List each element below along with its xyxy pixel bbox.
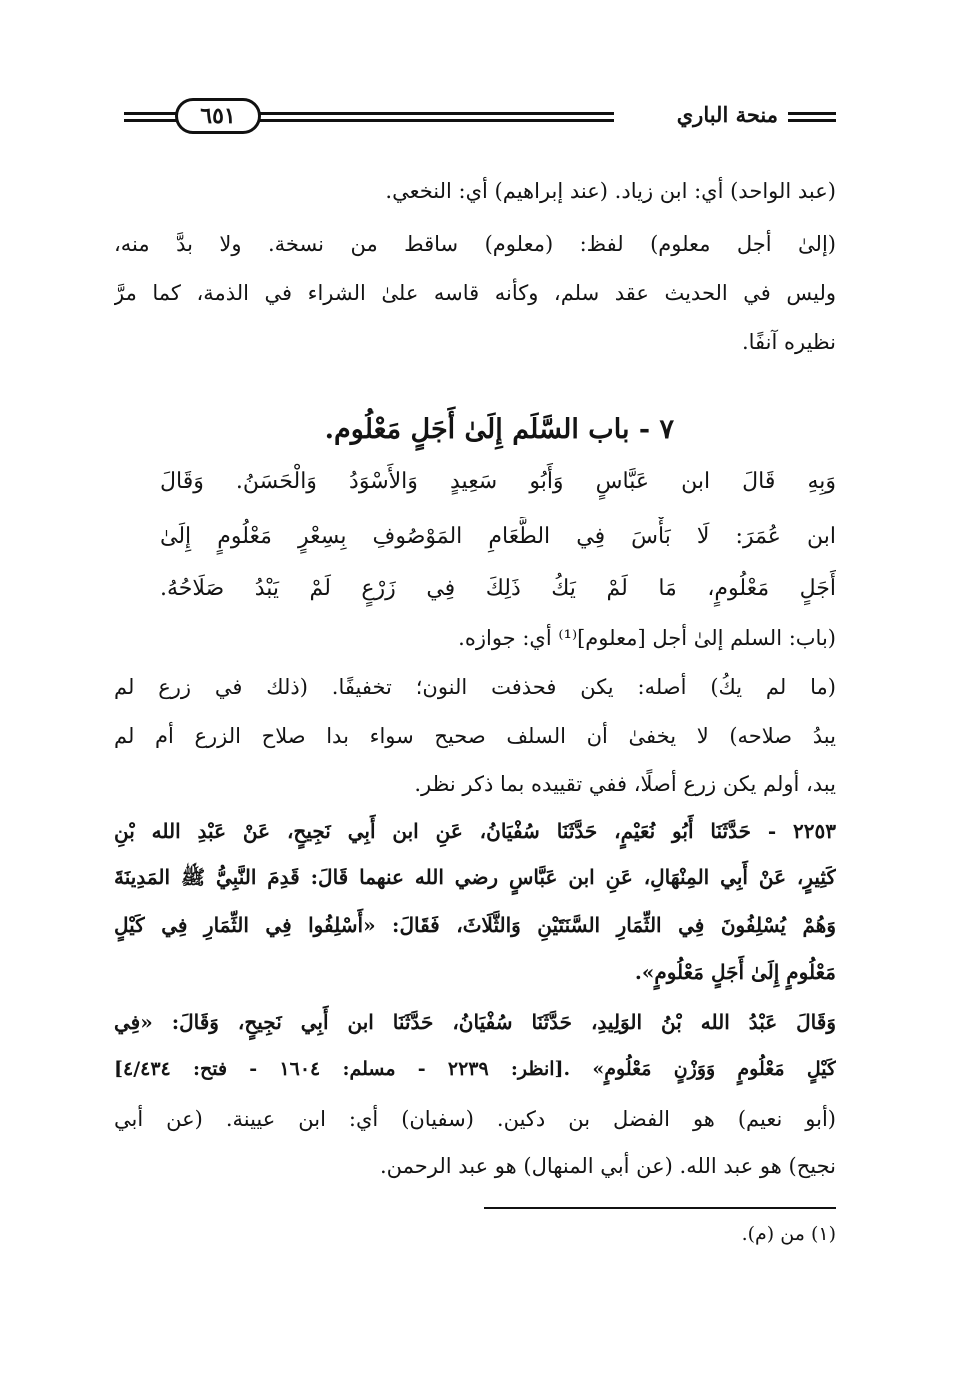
header-rule-left bbox=[124, 112, 178, 115]
header-rule-right bbox=[788, 112, 836, 115]
chapter-text-line: ابن عُمَرَ: لَا بَأْسَ فِي الطَّعَامِ المَوْصُوفِ بِسِعْرٍ مَعْلُومٍ إِلَىٰ bbox=[160, 524, 836, 549]
hadith-line: ٢٢٥٣ - حَدَّثَنَا أَبُو نُعَيْمٍ، حَدَّثَنَا سُفْيَانُ، عَنِ ابن أَبِي نَجِيحٍ، عَنْ عَبْدِ الله بْنِ bbox=[114, 819, 836, 843]
footnote: (١) من (م). bbox=[741, 1223, 836, 1245]
hadith-line: مَعْلُومٍ إِلَىٰ أَجَلٍ مَعْلُومٍ». bbox=[634, 960, 836, 984]
chapter-title: ٧ - باب السَّلَم إِلَىٰ أَجَلٍ مَعْلُوم. bbox=[324, 414, 674, 445]
header-rule-middle bbox=[258, 112, 614, 115]
body-line: نظيره آنفًا. bbox=[741, 330, 836, 354]
chapter-text-line: وَبِهِ قَالَ ابن عَبَّاسٍ وَأَبُو سَعِيدٍ وَالأَسْوَدُ وَالْحَسَنُ. وَقَالَ bbox=[160, 469, 836, 494]
hadith-line: كَثِيرٍ، عَنْ أَبِي المِنْهَالِ، عَنِ ابن عَبَّاسٍ رضي الله عنهما قَالَ: قَدِمَ النَّبِيُّ ﷺ المَدِينَةَ bbox=[114, 865, 836, 889]
header-rule-left-lower bbox=[124, 119, 178, 122]
body-line: وليس في الحديث عقد سلم، وكأنه قاسه علىٰ الشراء في الذمة، كما مرَّ bbox=[114, 281, 836, 305]
running-title: منحة الباري bbox=[676, 102, 778, 127]
commentary-line: يبد، أولم يكن زرع أصلًا، ففي تقييده بما ذكر نظر. bbox=[414, 772, 836, 796]
hadith-line: وَهُمْ يُسْلِفُونَ فِي الثِّمَارِ السَّنَتَيْنِ وَالثَّلَاثَ، فَقَالَ: «أَسْلِفُوا فِي الثِّمَارِ فِي كَيْلٍ bbox=[114, 913, 836, 937]
footnote-rule bbox=[484, 1207, 836, 1209]
commentary-line: (ما لم يكُ) أصله: يكن فحذفت النون؛ تخفيفًا. (ذلك في زرع لم bbox=[114, 675, 836, 699]
body-line: (عبد الواحد) أي: ابن زياد. (عند إبراهيم) أي: النخعي. bbox=[385, 179, 836, 203]
header-rule-right-lower bbox=[788, 119, 836, 122]
commentary-line: نجيح) هو عبد الله. (عن أبي المنهال) هو عبد الرحمن. bbox=[379, 1154, 836, 1178]
chapter-text-line: أَجَلٍ مَعْلُومٍ، مَا لَمْ يَكُ ذَلِكَ فِي زَرْعٍ لَمْ يَبْدُ صَلَاحُهُ. bbox=[160, 576, 836, 601]
commentary-line: يبدُ صلاحه) لا يخفىٰ أن السلف صحيح سواء بدا صلاح الزرع أم لم bbox=[114, 724, 836, 748]
commentary-line: (باب: السلم إلىٰ أجل [معلوم]⁽¹⁾ أي: جوازه. bbox=[458, 626, 836, 650]
hadith-reference-line: كَيْلٍ مَعْلُومٍ وَوَزْنٍ مَعْلُومٍ» .[انظر: ٢٢٣٩ - مسلم: ١٦٠٤ - فتح: ٤/٤٣٤] bbox=[114, 1058, 836, 1080]
body-line: (إلىٰ أجل معلوم) لفظ: (معلوم) ساقط من نسخة. ولا بدَّ منه، bbox=[114, 232, 836, 256]
header-rule-middle-lower bbox=[258, 119, 614, 122]
page-number: ٦٥١ bbox=[175, 98, 261, 134]
hadith-line: وَقَالَ عَبْدُ الله بْنُ الوَلِيدِ، حَدَّثَنَا سُفْيَانُ، حَدَّثَنَا ابن أَبِي نَجِيحٍ، وَقَالَ: «فِي bbox=[114, 1010, 836, 1034]
commentary-line: (أبو نعيم) هو الفضل بن دكين. (سفيان) أي: ابن عيينة. (عن أبي bbox=[114, 1107, 836, 1131]
